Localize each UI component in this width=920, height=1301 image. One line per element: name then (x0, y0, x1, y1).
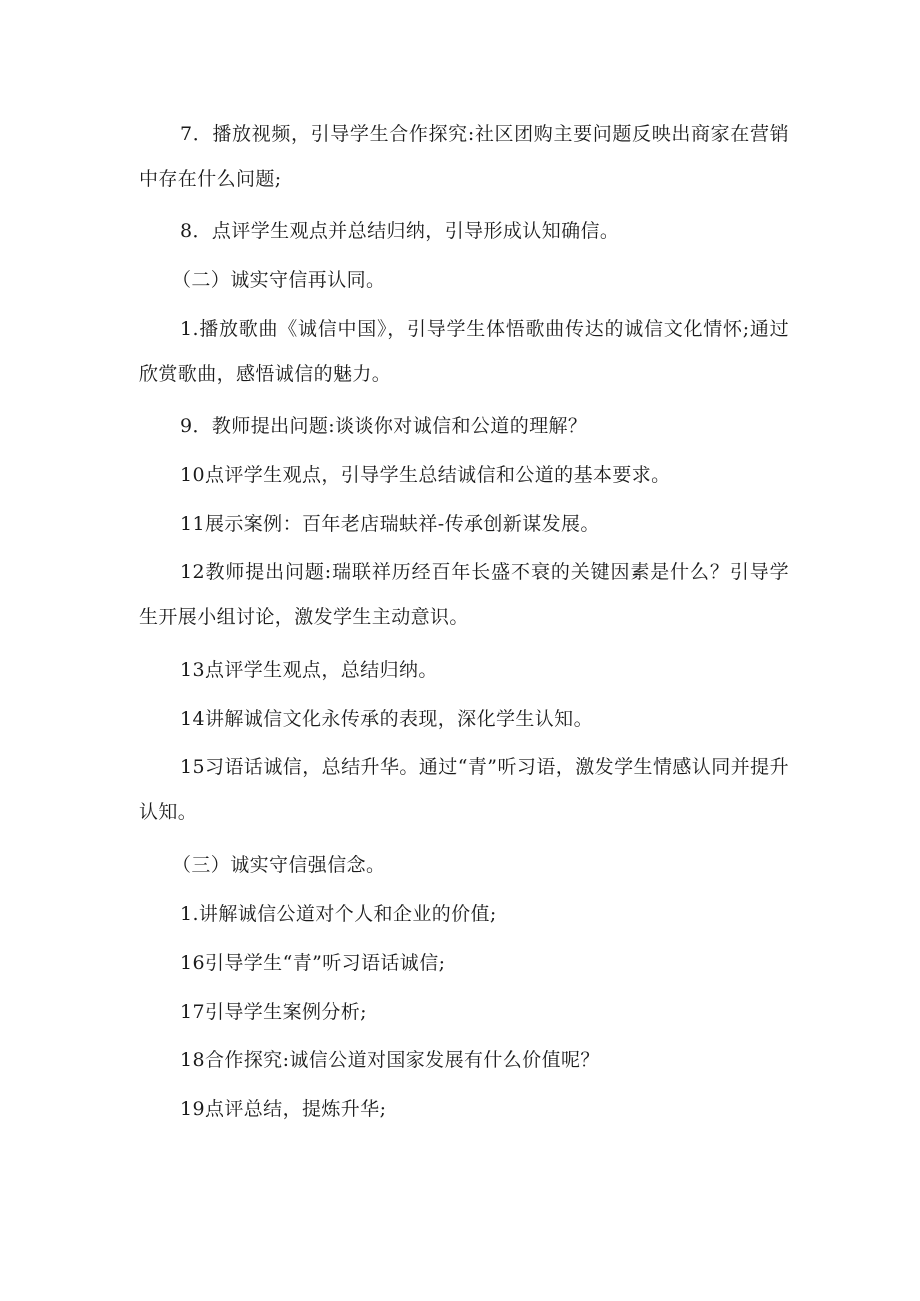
paragraph-item-12: 12教师提出问题:瑞联祥历经百年长盛不衰的关键因素是什么？引导学生开展小组讨论，激发学生主动意识。 (139, 561, 789, 628)
paragraph-item-8: 8．点评学生观点并总结归纳，引导形成认知确信。 (180, 220, 620, 242)
paragraph-item-10: 10点评学生观点，引导学生总结诚信和公道的基本要求。 (180, 464, 671, 486)
paragraph-item-11: 11展示案例：百年老店瑞蚨祥-传承创新谋发展。 (180, 513, 600, 535)
paragraph-item-19: 19点评总结，提炼升华; (180, 1098, 387, 1120)
section-heading-2: （二）诚实守信再认同。 (172, 269, 386, 291)
paragraph-value: 1.讲解诚信公道对个人和企业的价值; (180, 903, 497, 925)
paragraph-item-7: 7．播放视频，引导学生合作探究:社区团购主要问题反映出商家在营销中存在什么问题; (139, 123, 789, 190)
paragraph-item-17: 17引导学生案例分析; (180, 1001, 367, 1023)
paragraph-item-9: 9．教师提出问题:谈谈你对诚信和公道的理解？ (180, 415, 588, 437)
paragraph-item-14: 14讲解诚信文化永传承的表现，深化学生认知。 (180, 708, 593, 730)
section-heading-3: （三）诚实守信强信念。 (172, 854, 386, 876)
paragraph-item-13: 13点评学生观点，总结归纳。 (180, 659, 438, 681)
paragraph-item-18: 18合作探究:诚信公道对国家发展有什么价值呢？ (180, 1049, 600, 1071)
paragraph-item-15: 15习语话诚信，总结升华。通过“青”听习语，激发学生情感认同并提升认知。 (139, 756, 789, 823)
paragraph-song: 1.播放歌曲《诚信中国》，引导学生体悟歌曲传达的诚信文化情怀;通过欣赏歌曲，感悟诚信的魅力。 (139, 318, 789, 385)
paragraph-item-16: 16引导学生“青”听习语话诚信; (180, 952, 446, 974)
